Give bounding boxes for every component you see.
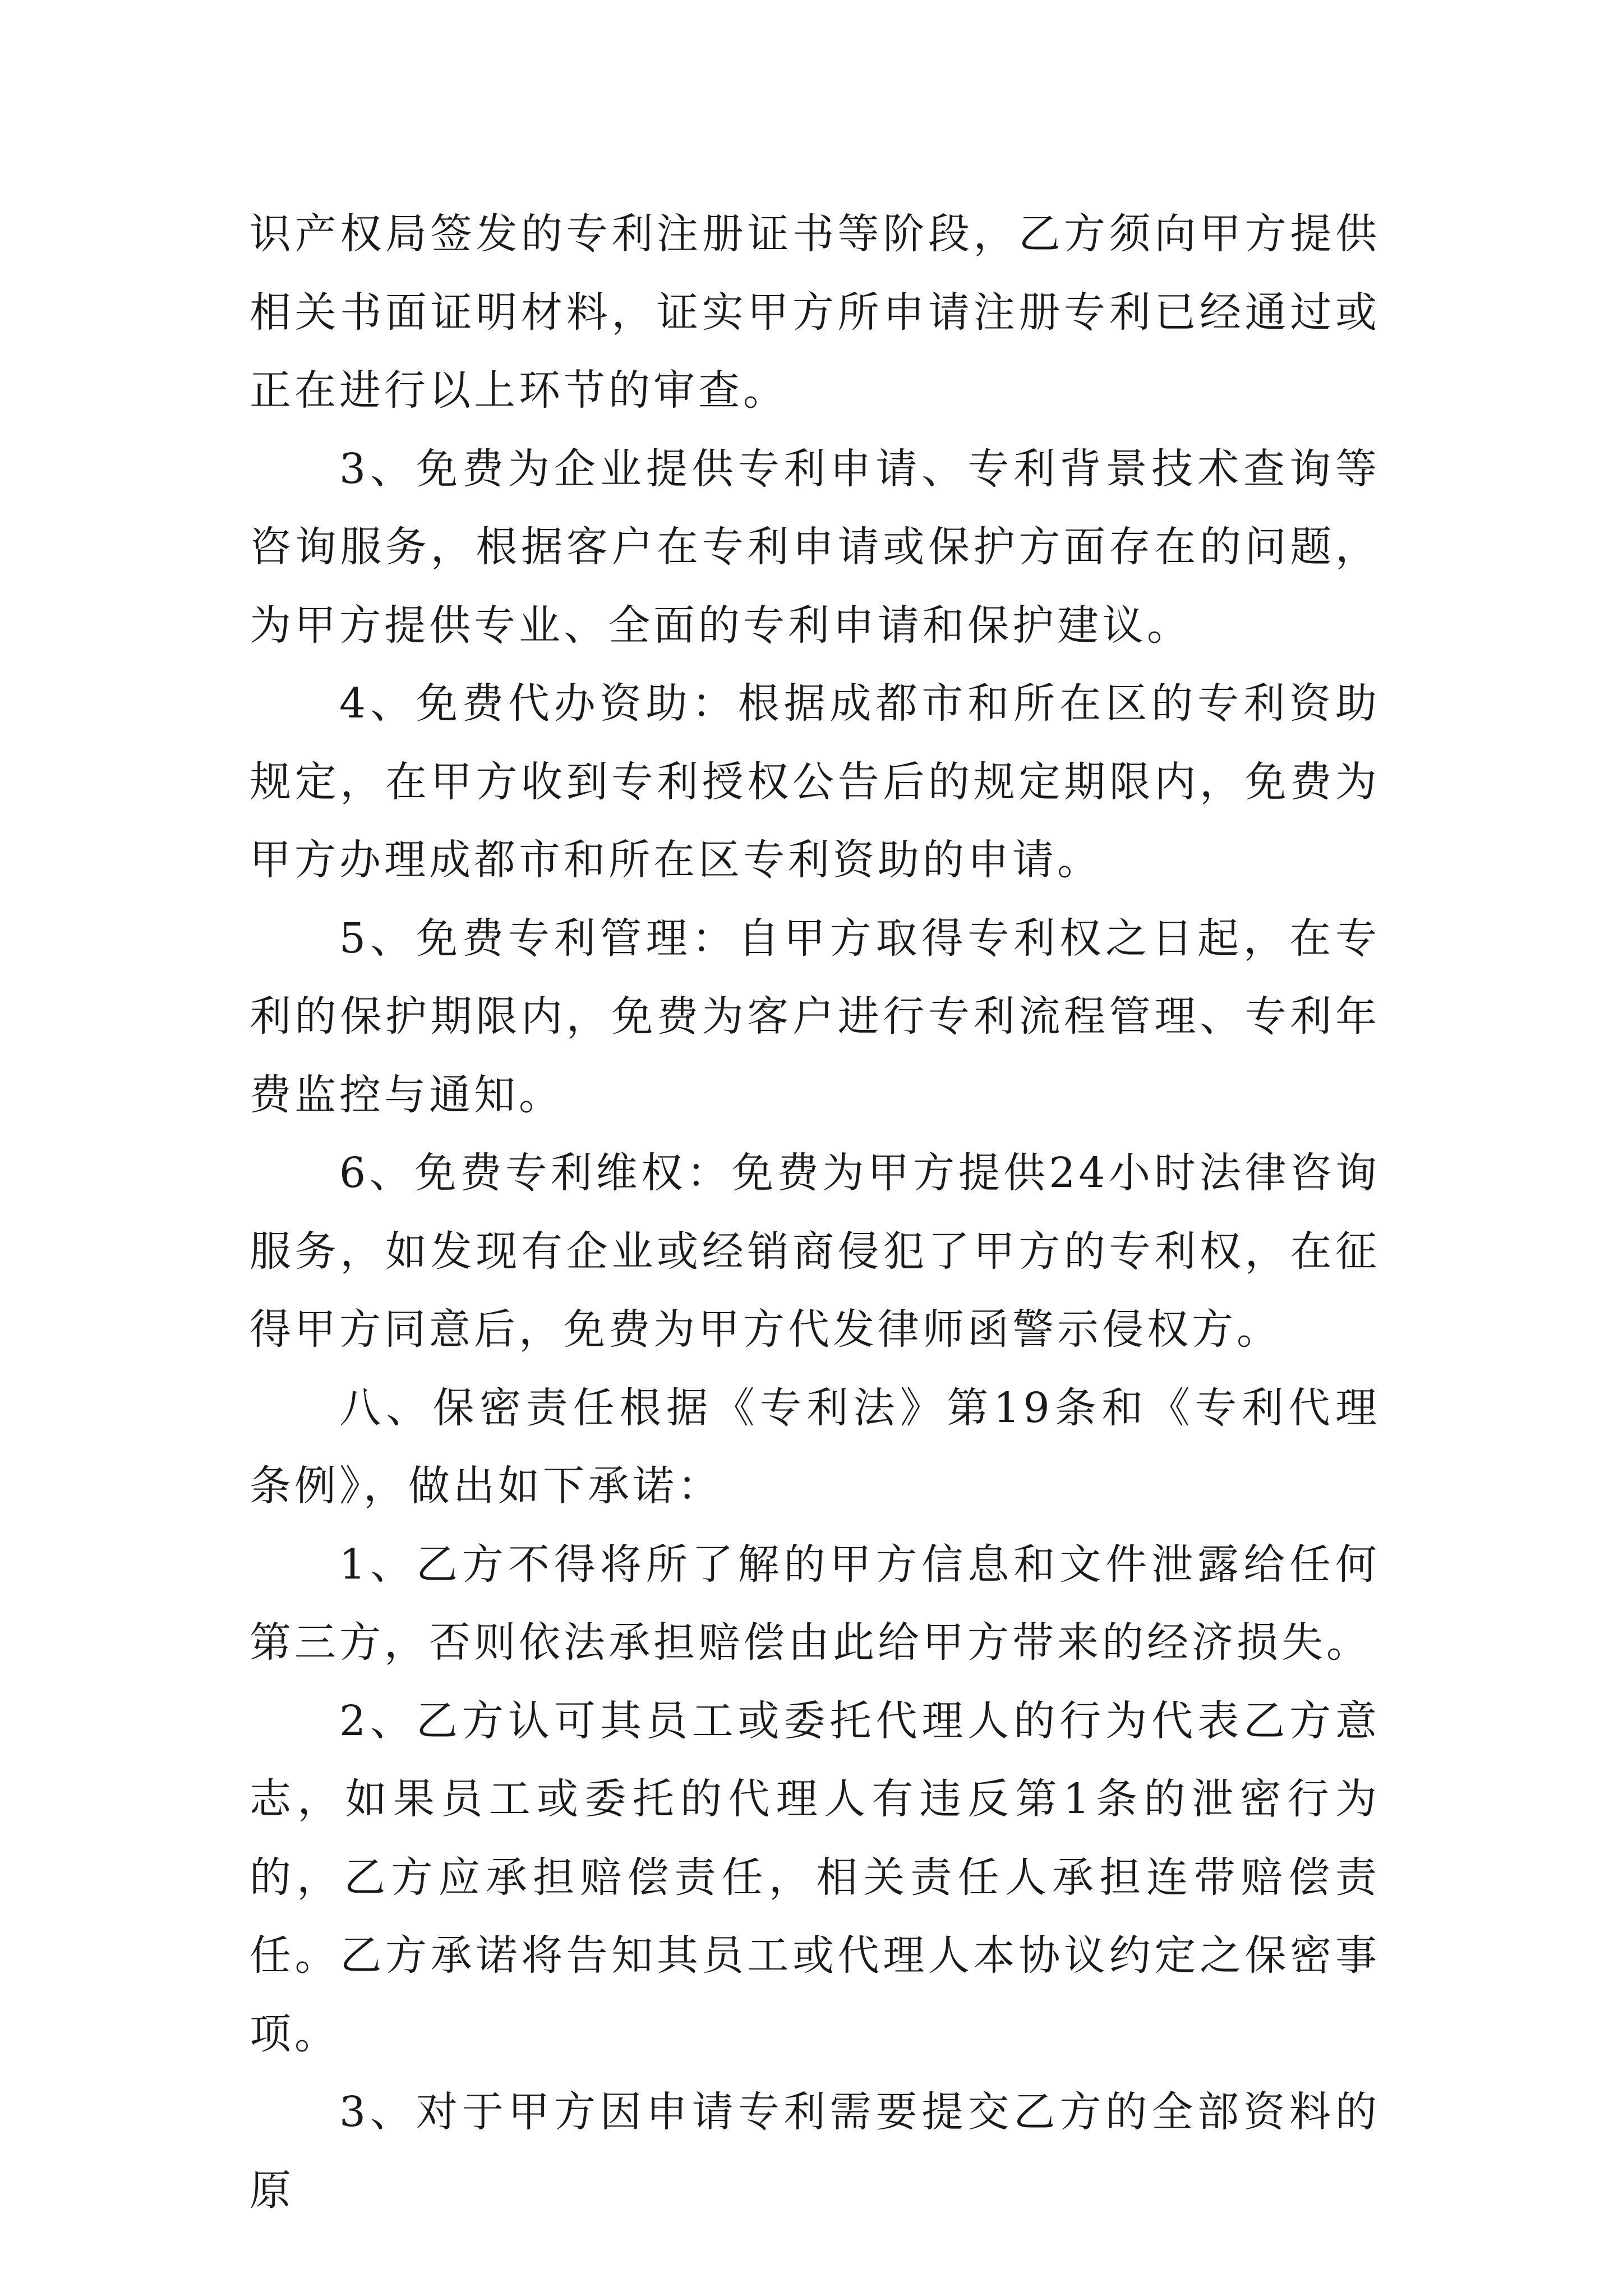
paragraph-item-6-rights: 6、免费专利维权：免费为甲方提供24小时法律咨询服务，如发现有企业或经销商侵犯了甲方的专利权，在征得甲方同意后，免费为甲方代发律师函警示侵权方。: [250, 1149, 1380, 1354]
paragraph-item-4-subsidy: 4、免费代办资助：根据成都市和所在区的专利资助规定，在甲方收到专利授权公告后的规定期限内，免费为甲方办理成都市和所在区专利资助的申请。: [250, 679, 1380, 884]
paragraph-item-3-consulting: 3、免费为企业提供专利申请、专利背景技术查询等咨询服务，根据客户在专利申请或保护方面存在的问题，为甲方提供专业、全面的专利申请和保护建议。: [250, 444, 1380, 650]
paragraph-confidentiality-3: 3、对于甲方因申请专利需要提交乙方的全部资料的原: [250, 2088, 1380, 2215]
paragraph-confidentiality-2: 2、乙方认可其员工或委托代理人的行为代表乙方意志，如果员工或委托的代理人有违反第1条的泄密行为的，乙方应承担赔偿责任，相关责任人承担连带赔偿责任。乙方承诺将告知其员工或代理人本协议约定之保密事项。: [250, 1696, 1380, 2058]
section-heading-confidentiality: 八、保密责任根据《专利法》第19条和《专利代理条例》，做出如下承诺：: [250, 1383, 1380, 1510]
document-body: [250, 195, 1380, 2230]
paragraph-item-5-management: 5、免费专利管理：自甲方取得专利权之日起，在专利的保护期限内，免费为客户进行专利流程管理、专利年费监控与通知。: [250, 914, 1380, 1119]
paragraph-continuation: 识产权局签发的专利注册证书等阶段，乙方须向甲方提供相关书面证明材料，证实甲方所申请注册专利已经通过或正在进行以上环节的审查。: [250, 210, 1380, 415]
paragraph-confidentiality-1: 1、乙方不得将所了解的甲方信息和文件泄露给任何第三方，否则依法承担赔偿由此给甲方带来的经济损失。: [250, 1540, 1380, 1667]
